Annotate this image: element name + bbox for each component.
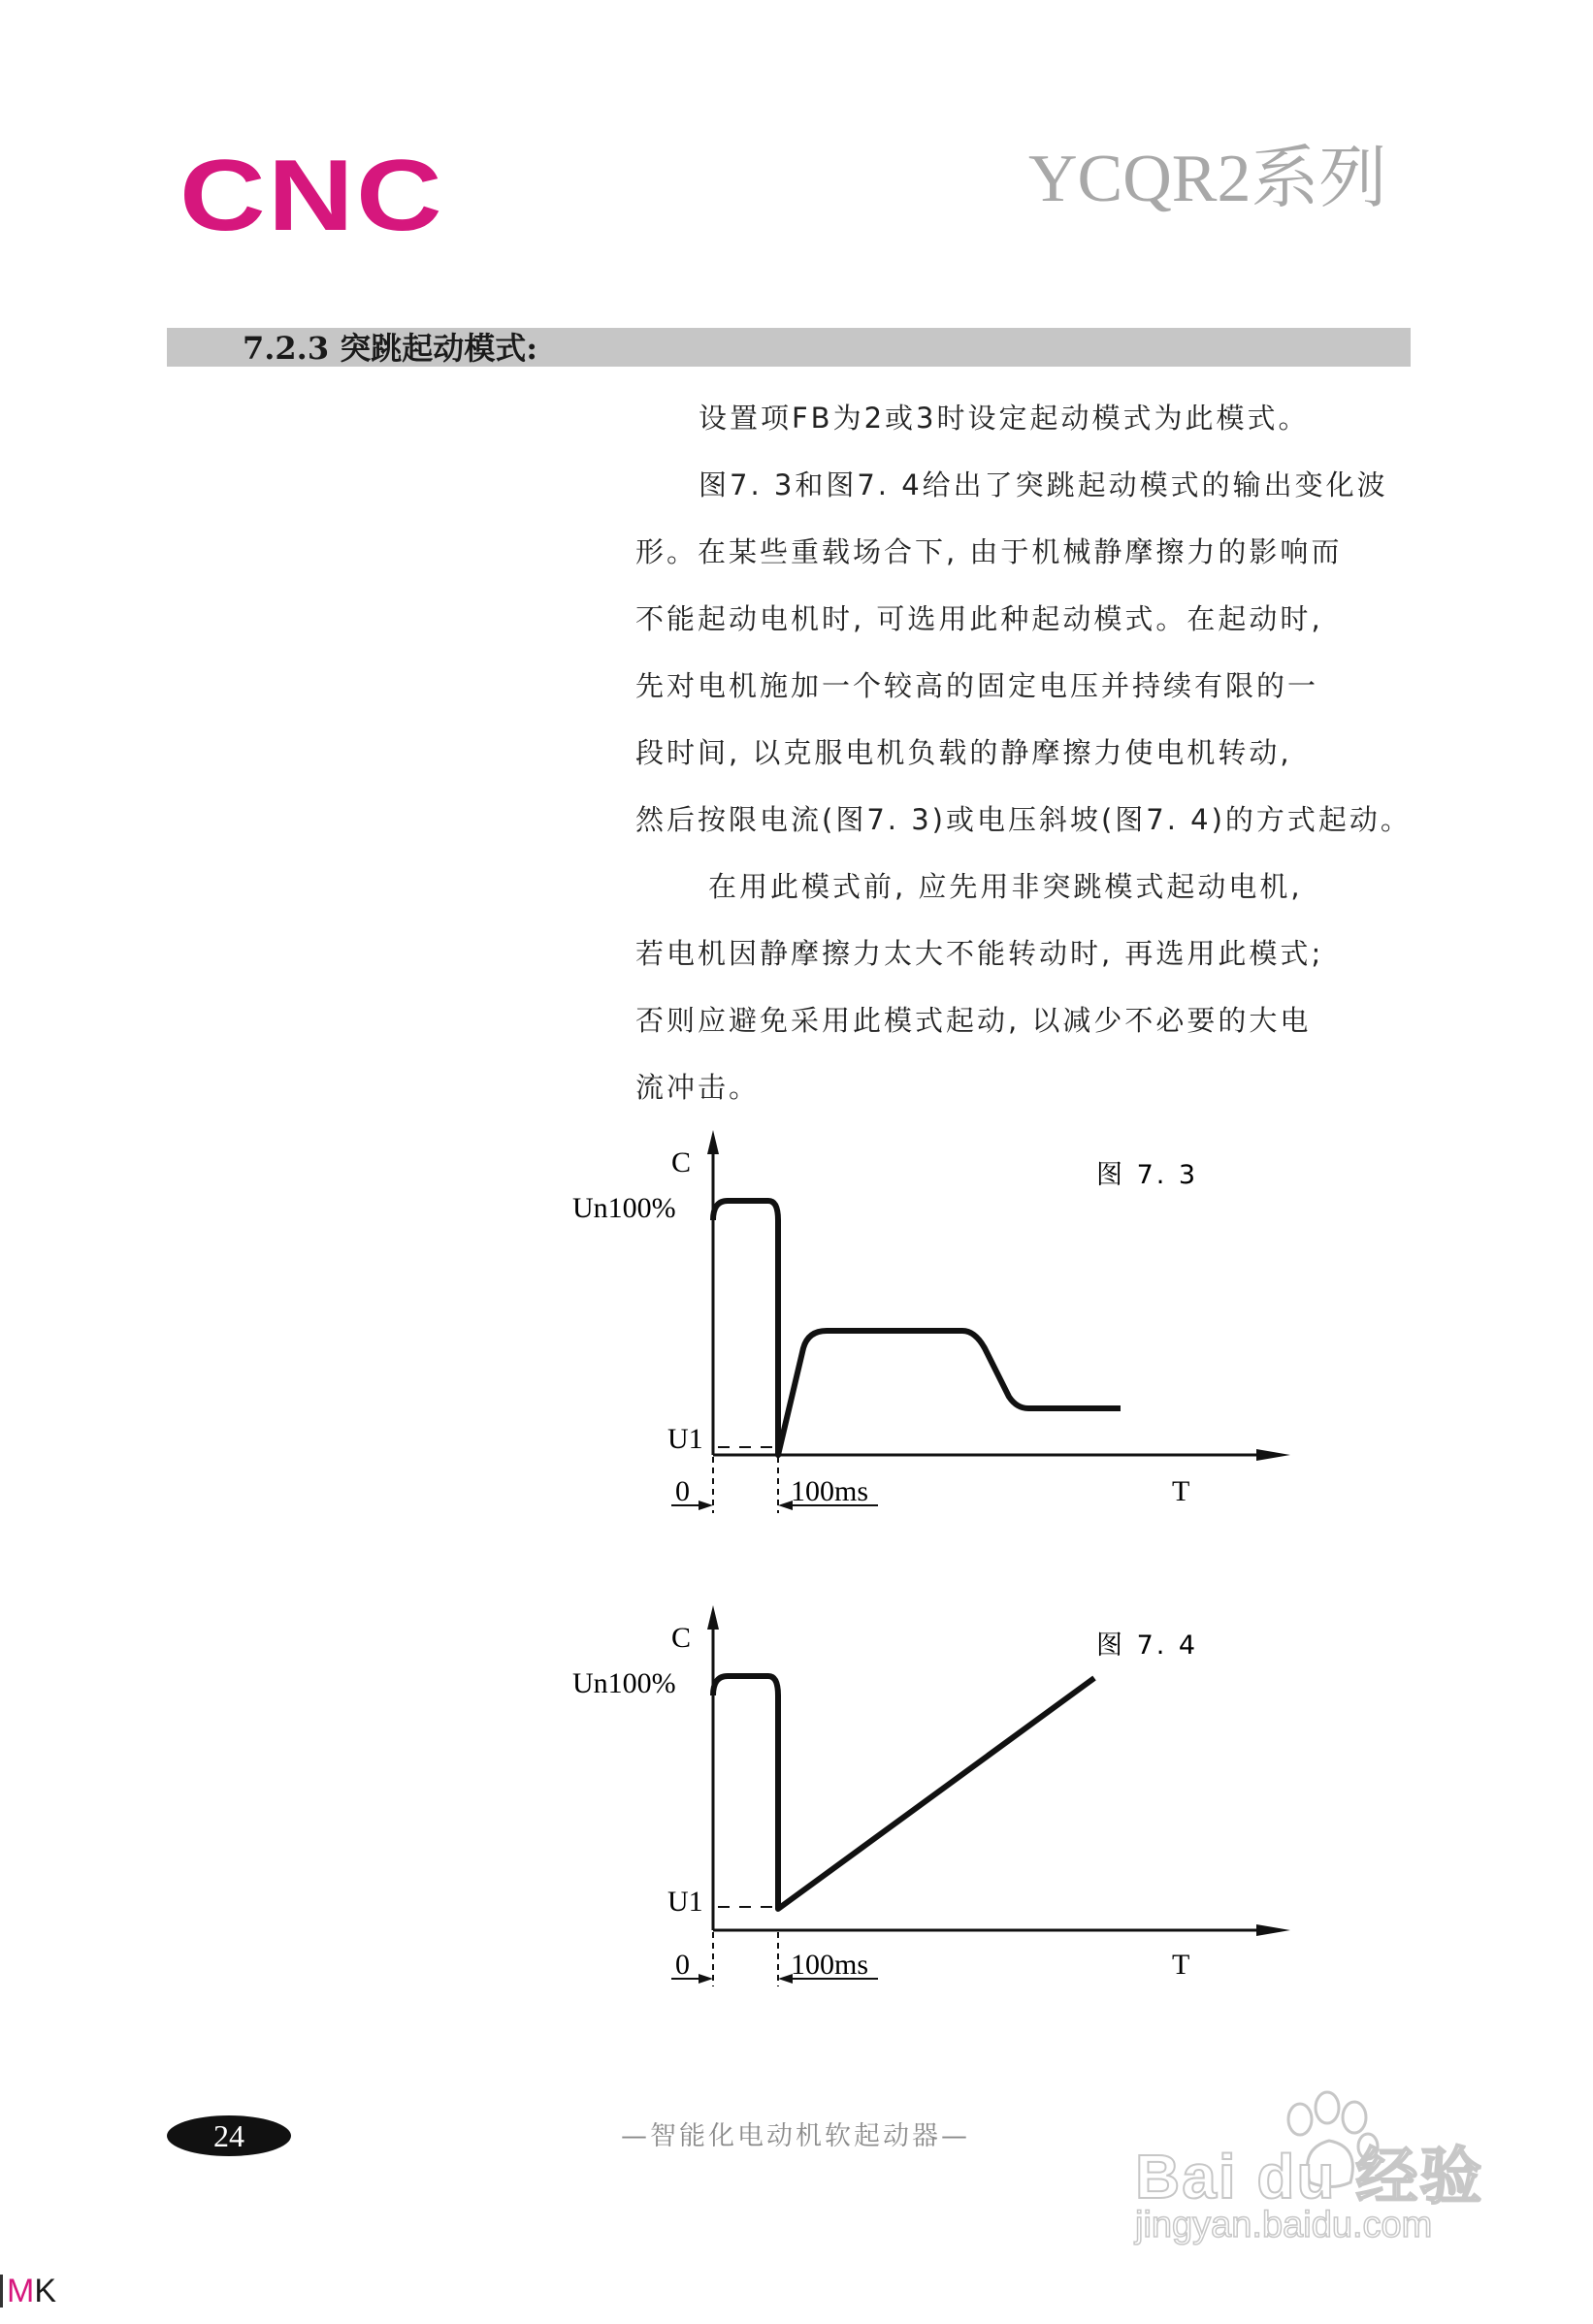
y-axis-arrowhead: [707, 1130, 719, 1154]
section-bar: [167, 328, 1411, 367]
level-low-label: U1: [667, 1886, 703, 1918]
x-axis-arrowhead: [1256, 1924, 1290, 1936]
logo-text: CNC: [179, 140, 444, 252]
page-number: 24: [167, 2115, 291, 2156]
y-axis-label: C: [671, 1146, 692, 1178]
duration-label: 100ms: [791, 1475, 869, 1507]
text-line: 图7. 3和图7. 4给出了突跳起动模式的输出变化波: [699, 468, 1388, 501]
section-title: 7.2.3 突跳起动模式:: [243, 330, 538, 367]
output-waveform: [713, 1201, 1121, 1455]
text-line: 然后按限电流(图7. 3)或电压斜坡(图7. 4)的方式起动。: [635, 803, 1412, 836]
x-axis-arrowhead: [1256, 1449, 1290, 1461]
figure-caption: 图 7. 4: [1096, 1630, 1199, 1661]
baidu-jingyan-watermark: [1125, 2090, 1504, 2260]
text-line: 设置项FB为2或3时设定起动模式为此模式。: [699, 402, 1310, 435]
figure-caption: 图 7. 3: [1096, 1160, 1199, 1190]
output-waveform: [713, 1676, 1094, 1909]
duration-label: 100ms: [791, 1949, 869, 1981]
level-low-label: U1: [667, 1423, 703, 1455]
footer-book-title: —智能化电动机软起动器—: [621, 2121, 970, 2151]
text-line: 若电机因静摩擦力太大不能转动时, 再选用此模式;: [635, 937, 1324, 970]
corner-letter-k: K: [34, 2273, 57, 2309]
body-text: [635, 398, 1441, 1134]
origin-label: 0: [675, 1475, 690, 1507]
text-line: 在用此模式前, 应先用非突跳模式起动电机,: [708, 870, 1303, 903]
corner-mark: [0, 2275, 56, 2308]
waveform-diagram-7-3: [543, 1125, 1319, 1591]
origin-arrowhead: [699, 1974, 713, 1984]
text-line: 流冲击。: [635, 1071, 761, 1104]
y-axis-label: C: [671, 1622, 692, 1654]
figure-7-4: [543, 1600, 1319, 2066]
text-line: 形。在某些重载场合下, 由于机械静摩擦力的影响而: [635, 535, 1343, 568]
text-line: 否则应避免采用此模式起动, 以减少不必要的大电: [635, 1004, 1312, 1037]
text-line: 先对电机施加一个较高的固定电压并持续有限的一: [635, 669, 1319, 702]
waveform-diagram-7-4: [543, 1600, 1319, 2066]
level-high-label: Un100%: [572, 1667, 676, 1699]
y-axis-arrowhead: [707, 1605, 719, 1630]
corner-letter-m: M: [7, 2273, 35, 2309]
text-line: 不能起动电机时, 可选用此种起动模式。在起动时,: [635, 602, 1323, 635]
level-high-label: Un100%: [572, 1192, 676, 1224]
origin-arrowhead: [699, 1501, 713, 1510]
text-line: 段时间, 以克服电机负载的静摩擦力使电机转动,: [635, 736, 1292, 769]
watermark-url: jingyan.baidu.com: [1135, 2205, 1433, 2245]
cnc-logo: [179, 140, 444, 252]
series-title: YCQR2系列: [1028, 142, 1387, 216]
figure-7-3: [543, 1125, 1319, 1591]
x-axis-label: T: [1172, 1475, 1190, 1507]
watermark-brand: Bai du 经验: [1135, 2142, 1484, 2211]
x-axis-label: T: [1172, 1949, 1190, 1981]
origin-label: 0: [675, 1949, 690, 1981]
